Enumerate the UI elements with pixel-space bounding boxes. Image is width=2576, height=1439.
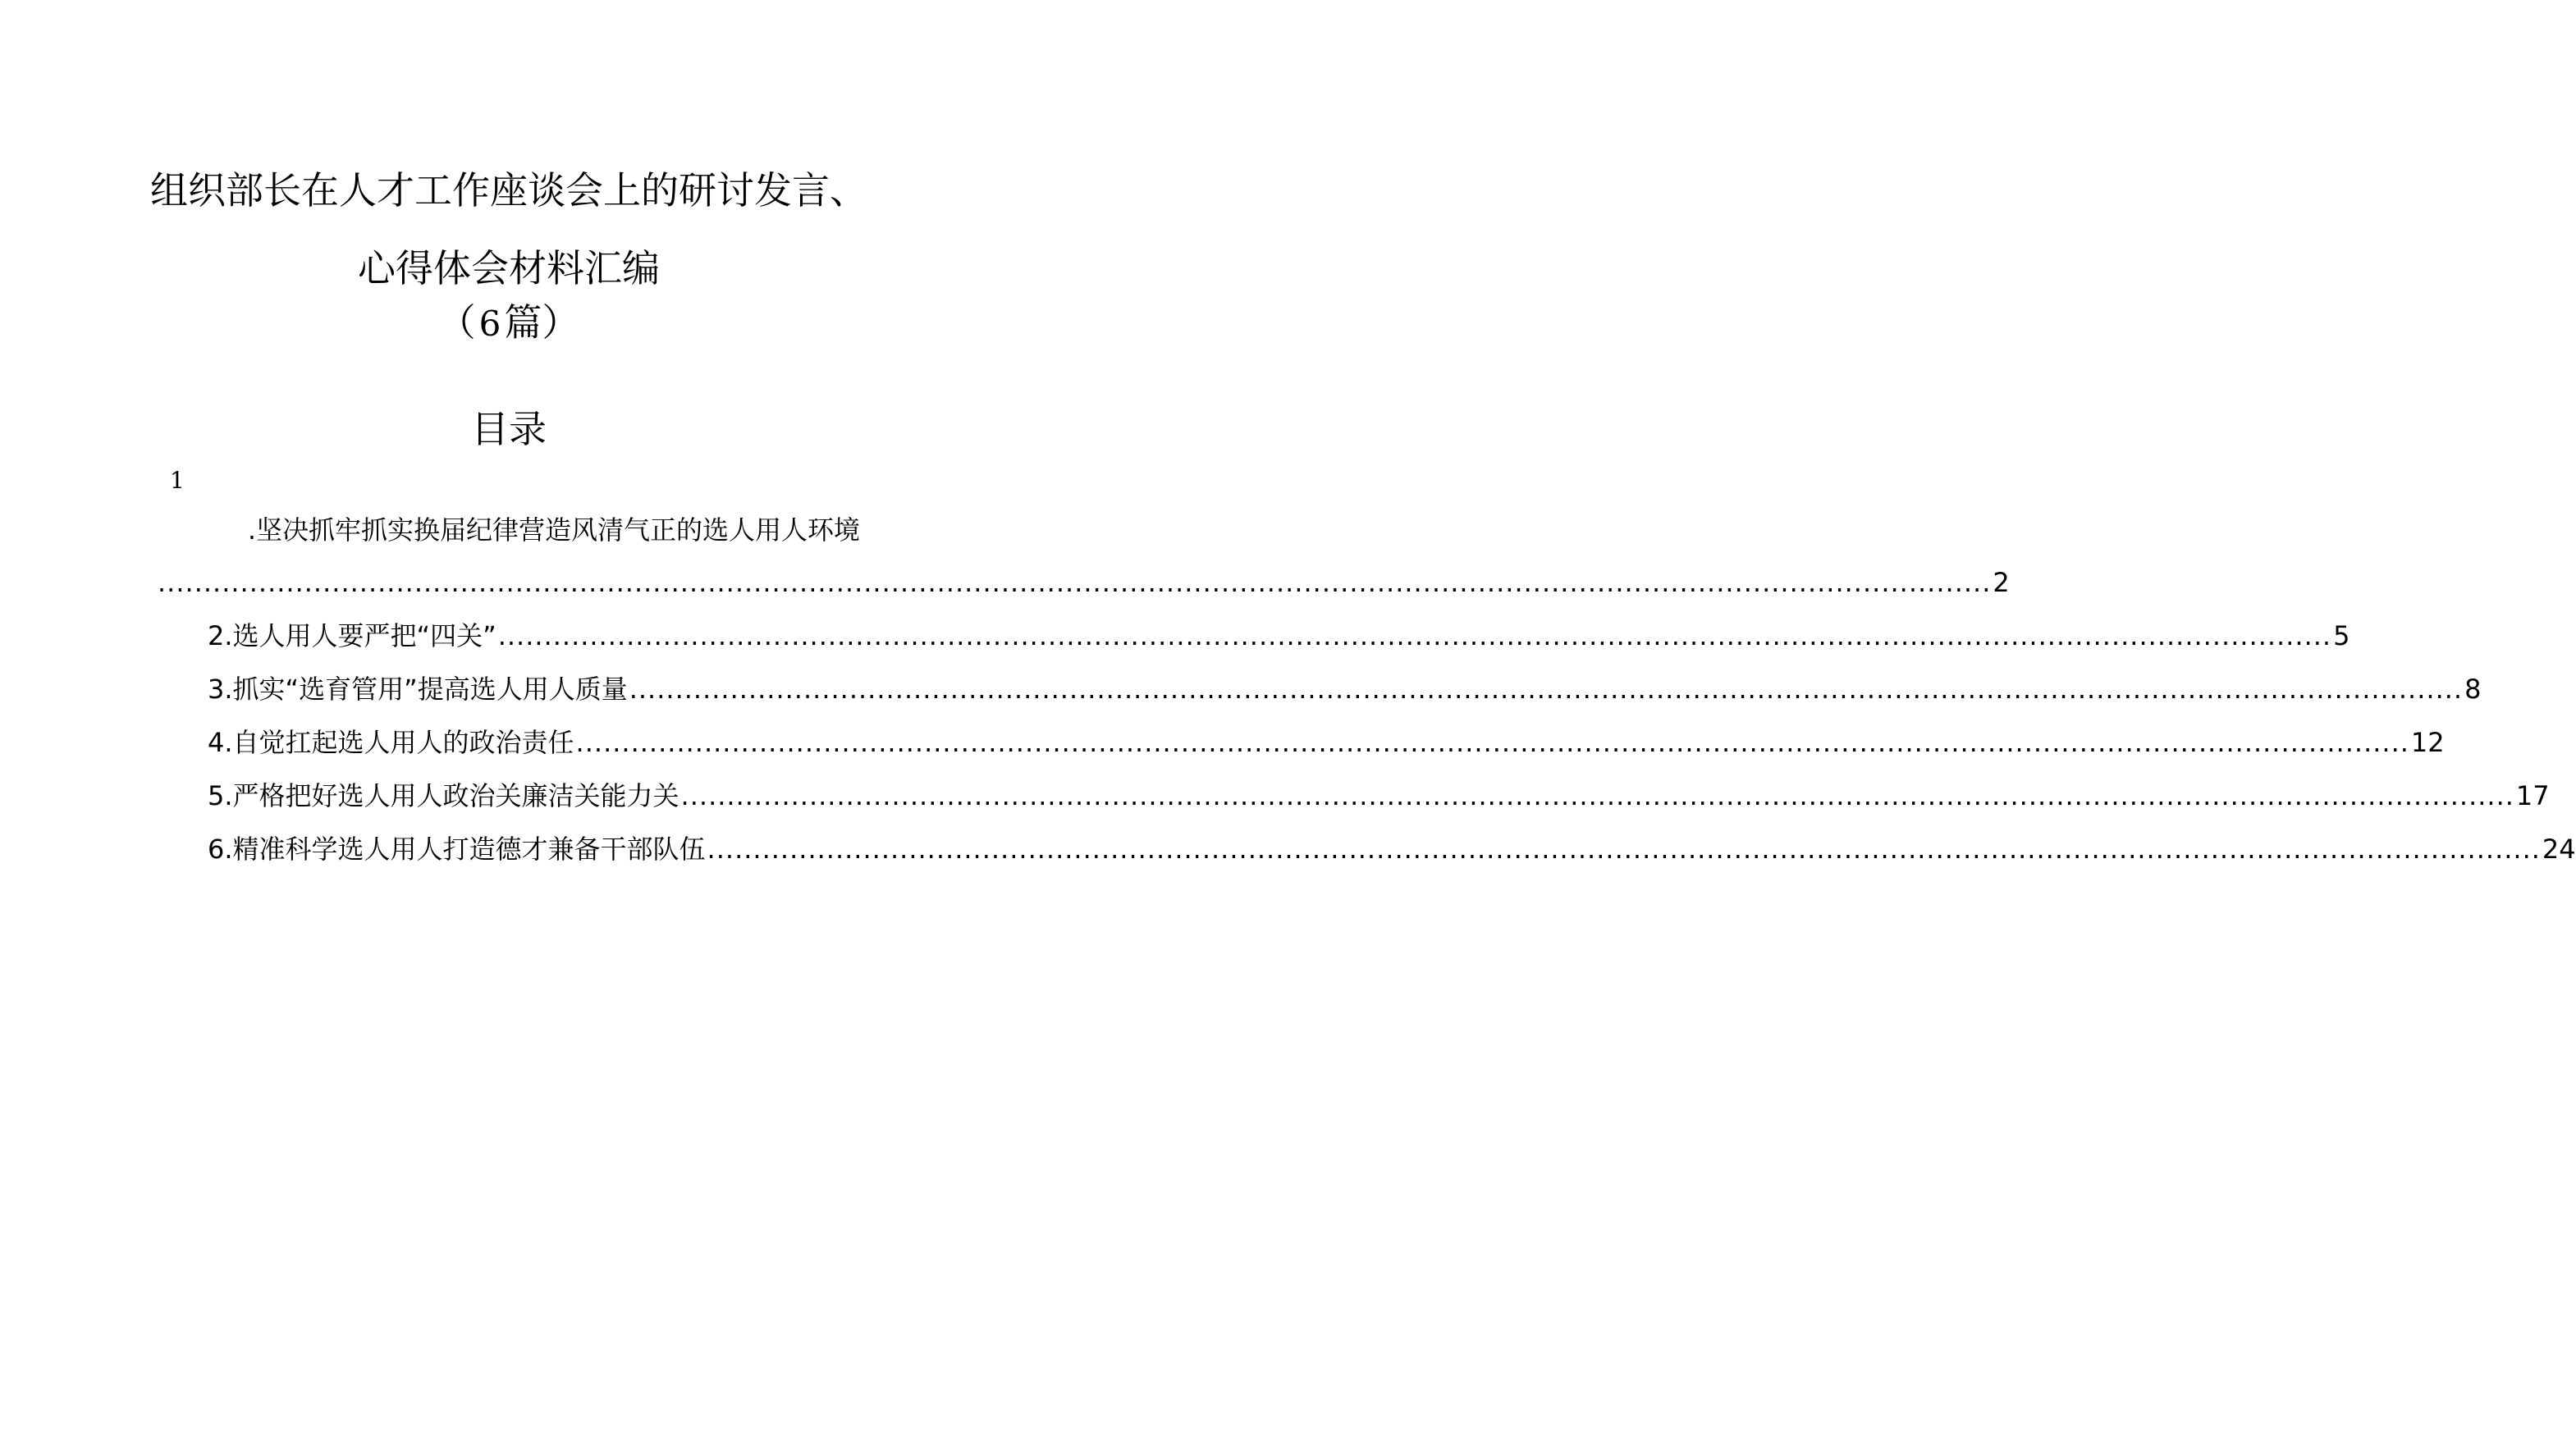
title-line-1: 组织部长在人才工作座谈会上的研讨发言、 — [150, 168, 867, 212]
toc-heading: 目录 — [471, 407, 547, 451]
toc-entry-5[interactable] — [208, 778, 2550, 814]
count-word: 篇 — [504, 300, 542, 345]
toc-entry-6-label: 6.精准科学选人用人打造德才兼备干部队伍 — [208, 834, 706, 865]
toc-entry-1-leader[interactable] — [156, 564, 2010, 601]
toc-entry-2[interactable] — [208, 618, 2350, 654]
toc-entry-3-label: 3.抓实“选育管用”提高选人用人质量 — [208, 674, 628, 705]
toc-dot-leader: ........................................................................................................................................................................................................ — [497, 620, 2332, 651]
toc-entry-4[interactable] — [208, 724, 2445, 761]
toc-entry-3-page: 8 — [2464, 674, 2482, 705]
count-open-paren: （ — [437, 300, 476, 345]
toc-entry-4-label: 4.自觉扛起选人用人的政治责任 — [208, 727, 574, 758]
count-close-paren: ） — [542, 300, 580, 345]
toc-entry-1-number: 1 — [170, 467, 185, 494]
toc-dot-leader: ........................................................................................................................................................................................................ — [629, 674, 2464, 705]
toc-entry-6[interactable] — [208, 831, 2576, 867]
toc-entry-5-label: 5.严格把好选人用人政治关廉洁关能力关 — [208, 780, 679, 811]
toc-entry-4-page: 12 — [2410, 727, 2445, 758]
toc-entry-2-page: 5 — [2333, 620, 2350, 651]
count-number: 6 — [478, 304, 501, 344]
toc-entry-1-label[interactable]: .坚决抓牢抓实换届纪律营造风清气正的选人用人环境 — [247, 514, 860, 546]
title-line-2: 心得体会材料汇编 — [358, 246, 660, 290]
toc-dot-leader: ........................................................................................................................................................................................................ — [707, 834, 2541, 865]
article-count — [0, 298, 1018, 349]
toc-dot-leader: ........................................................................................................................................................................................................ — [575, 727, 2409, 758]
toc-dot-leader: ........................................................................................................................................................................................................ — [158, 567, 1992, 598]
toc-entry-2-label: 2.选人用人要严把“四关” — [208, 620, 496, 651]
toc-entry-1-page: 2 — [1993, 567, 2010, 598]
toc-dot-leader: ........................................................................................................................................................................................................ — [680, 780, 2514, 811]
toc-entry-3[interactable] — [208, 671, 2482, 707]
toc-entry-6-page: 24 — [2542, 834, 2576, 865]
toc-entry-5-page: 17 — [2515, 780, 2550, 811]
